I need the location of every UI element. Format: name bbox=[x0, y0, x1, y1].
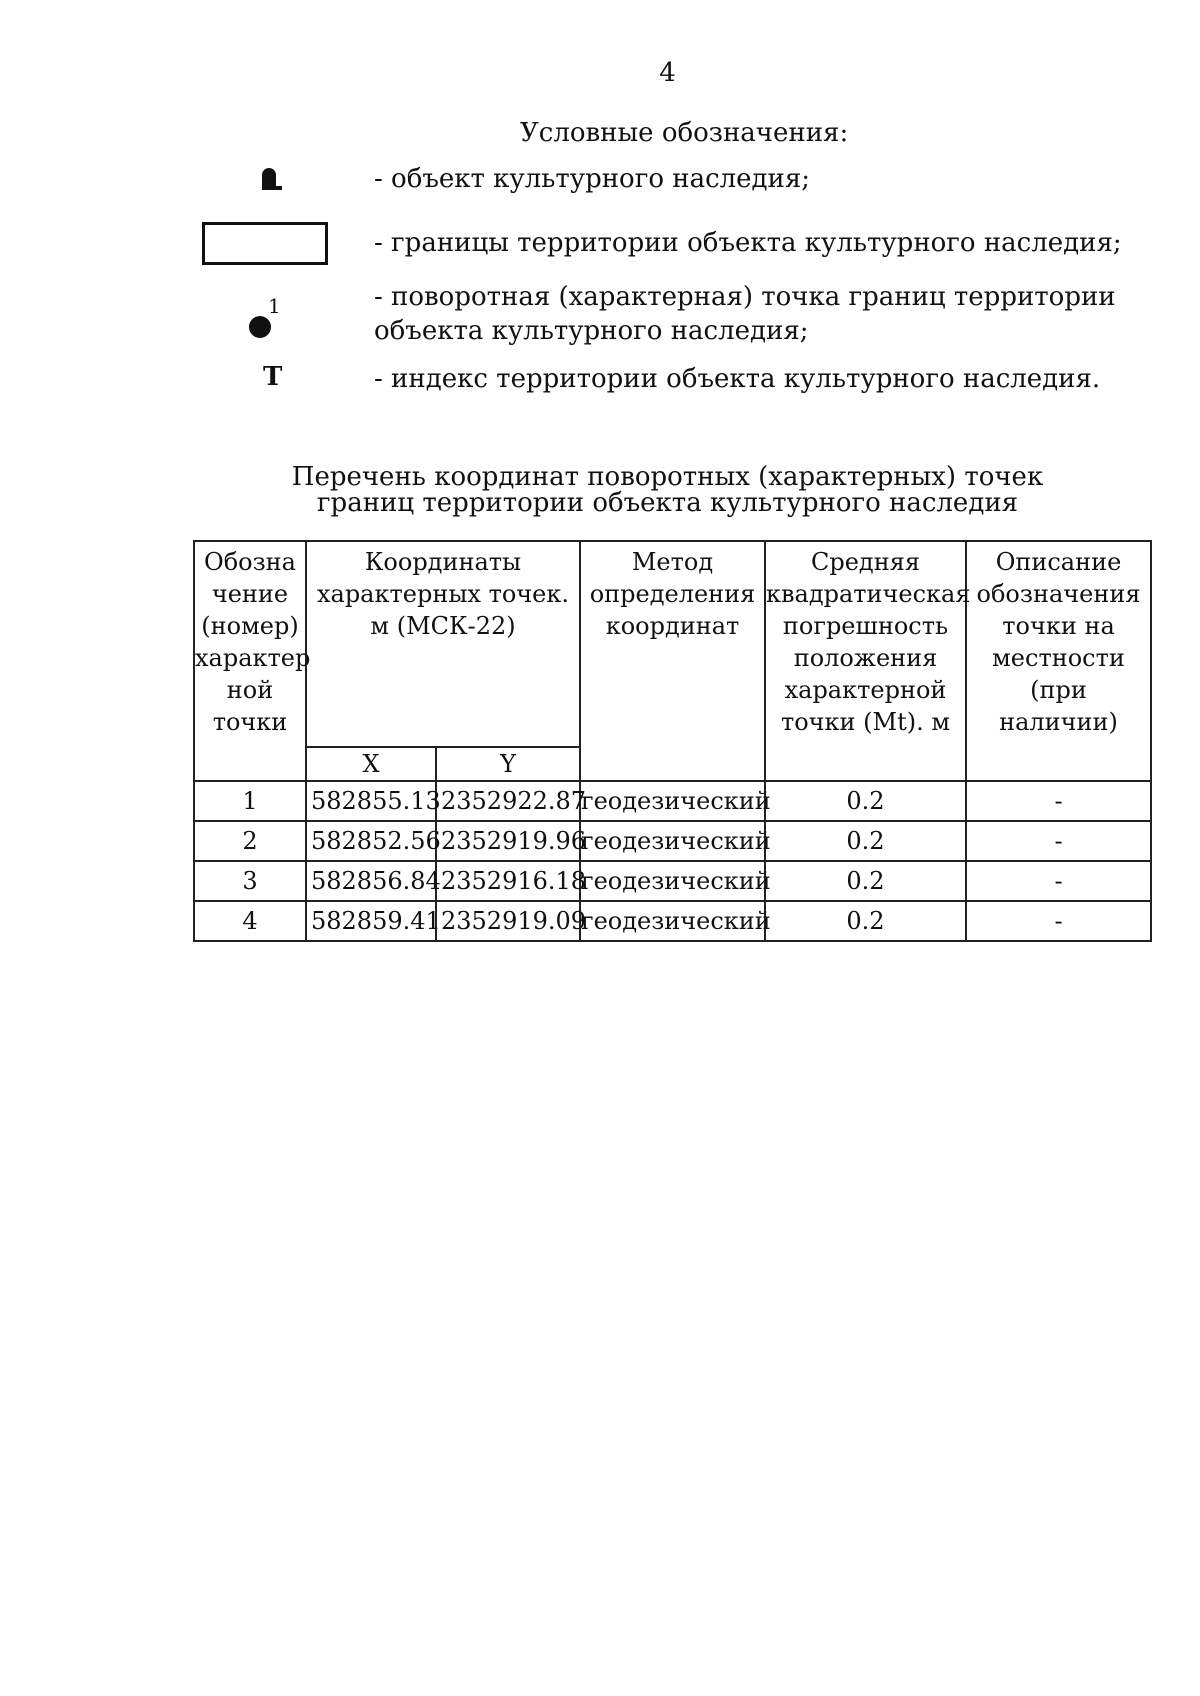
table-row bbox=[194, 821, 1151, 861]
cell-x: 582859.41 bbox=[306, 901, 436, 941]
cell-point-number: 4 bbox=[194, 901, 306, 941]
cell-x: 582856.84 bbox=[306, 861, 436, 901]
cell-method: геодезический bbox=[580, 821, 765, 861]
cell-error: 0.2 bbox=[765, 781, 966, 821]
legend-item-text: - границы территории объекта культурного наследия; bbox=[374, 228, 1122, 258]
table-row bbox=[194, 901, 1151, 941]
cell-method: геодезический bbox=[580, 901, 765, 941]
header-x: X bbox=[306, 747, 436, 781]
page-number: 4 bbox=[659, 58, 676, 88]
boundary-rectangle-icon bbox=[202, 222, 328, 265]
cell-description: - bbox=[966, 781, 1151, 821]
cell-error: 0.2 bbox=[765, 861, 966, 901]
legend-title: Условные обозначения: bbox=[520, 118, 849, 148]
cell-y: 2352919.09 bbox=[436, 901, 580, 941]
cell-x: 582855.13 bbox=[306, 781, 436, 821]
cell-error: 0.2 bbox=[765, 821, 966, 861]
cell-method: геодезический bbox=[580, 861, 765, 901]
turning-point-label: 1 bbox=[268, 294, 281, 318]
header-designation: Обозна чение (номер) характер ной точки bbox=[194, 541, 306, 781]
cell-method: геодезический bbox=[580, 781, 765, 821]
cell-error: 0.2 bbox=[765, 901, 966, 941]
cell-point-number: 2 bbox=[194, 821, 306, 861]
table-row bbox=[194, 781, 1151, 821]
table-title bbox=[0, 464, 1200, 516]
monument-icon bbox=[262, 168, 276, 190]
legend-item-text: - объект культурного наследия; bbox=[374, 164, 811, 194]
header-coordinates: Координаты характерных точек. м (МСК-22) bbox=[306, 541, 580, 747]
cell-description: - bbox=[966, 861, 1151, 901]
legend-item-text: - индекс территории объекта культурного наследия. bbox=[374, 364, 1101, 394]
cell-point-number: 1 bbox=[194, 781, 306, 821]
territory-index-icon: Т bbox=[263, 362, 283, 392]
cell-point-number: 3 bbox=[194, 861, 306, 901]
cell-description: - bbox=[966, 821, 1151, 861]
table-title-line-1: Перечень координат поворотных (характерных) точек bbox=[291, 462, 1044, 492]
header-method: Метод определения координат bbox=[580, 541, 765, 781]
header-description: Описание обозначения точки на местности (при наличии) bbox=[966, 541, 1151, 781]
coordinates-table bbox=[193, 540, 1152, 942]
header-error: Средняя квадратическая погрешность положения характерной точки (Mt). м bbox=[765, 541, 966, 781]
cell-y: 2352922.87 bbox=[436, 781, 580, 821]
header-y: Y bbox=[436, 747, 580, 781]
cell-description: - bbox=[966, 901, 1151, 941]
table-row bbox=[194, 861, 1151, 901]
cell-y: 2352919.96 bbox=[436, 821, 580, 861]
cell-x: 582852.56 bbox=[306, 821, 436, 861]
turning-point-icon bbox=[249, 316, 271, 338]
table-title-line-2: границ территории объекта культурного наследия bbox=[316, 488, 1019, 518]
cell-y: 2352916.18 bbox=[436, 861, 580, 901]
legend-item-text: - поворотная (характерная) точка границ территории объекта культурного наследия; bbox=[374, 282, 1116, 346]
